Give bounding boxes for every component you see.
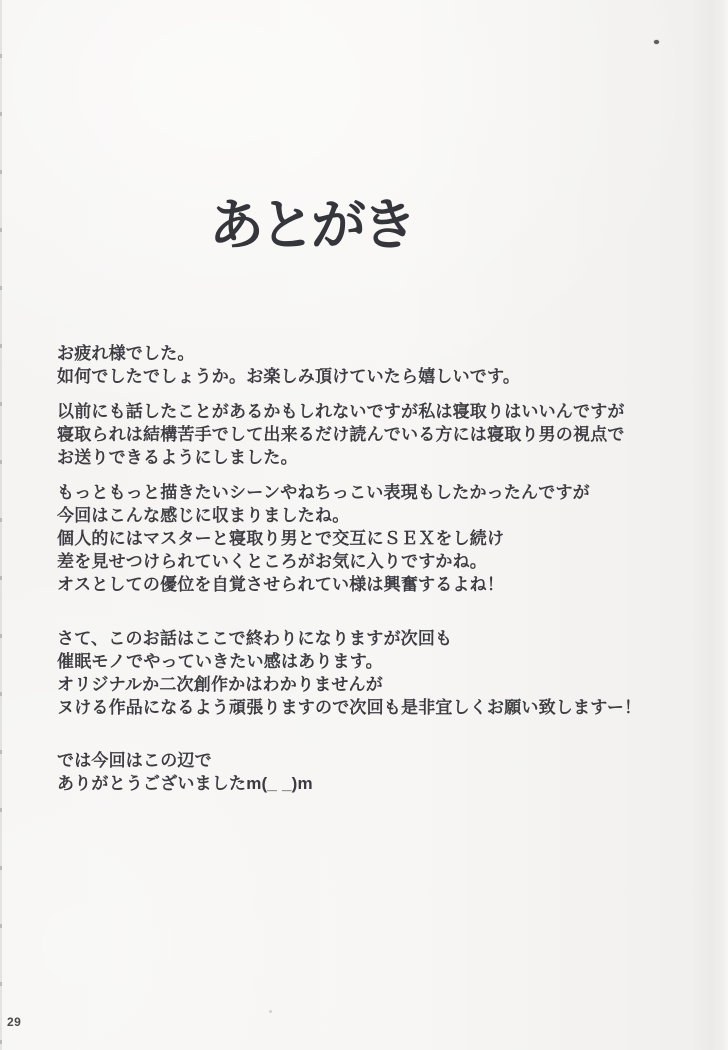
text-line: もっともっと描きたいシーンやねちっこい表現もしたかったんですが [57,483,590,502]
paragraph-viewpoint [57,400,625,469]
text-line: 如何でしたでしょうか。お楽しみ頂けていたら嬉しいです。 [57,367,521,386]
paragraph-closing [57,749,313,795]
paragraph-greeting [57,342,520,388]
scan-dust-speck [269,1010,272,1013]
text-line: 以前にも話したことがあるかもしれないですが私は寝取りはいいんですが [57,402,625,421]
paragraph-scenes [57,481,590,596]
text-line: 今回はこんな感じに収まりましたね。 [57,506,350,525]
text-line: さて、このお話はここで終わりになりますが次回も [57,629,453,648]
page-number: 29 [7,1015,22,1029]
scan-right-shading [690,0,728,1050]
scan-dust-speck [654,40,659,44]
text-line: 個人的にはマスターと寝取り男とで交互にＳＥＸをし続け [57,529,505,548]
text-line: ありがとうございましたm(_ _)m [57,774,313,793]
text-line: ヌける作品になるよう頑張りますので次回も是非宜しくお願い致しますー！ [57,698,642,717]
page-title: あとがき [209,194,414,256]
text-line: オリジナルか二次創作かはわかりませんが [57,675,383,694]
text-line: お疲れ様でした。 [57,344,195,363]
text-line: では今回はこの辺で [57,751,212,770]
text-line: オスとしての優位を自覚させられてい様は興奮するよね！ [57,575,505,594]
text-line: 催眠モノでやっていきたい感はあります。 [57,652,383,671]
scan-left-edge-artifact [0,0,2,1050]
text-line: 差を見せつけられていくところがお気に入りですかね。 [57,552,487,571]
text-line: 寝取られは結構苦手でして出来るだけ読んでいる方には寝取り男の視点で [57,425,625,444]
paragraph-next-work [57,627,641,719]
text-line: お送りできるようにしました。 [57,448,298,467]
